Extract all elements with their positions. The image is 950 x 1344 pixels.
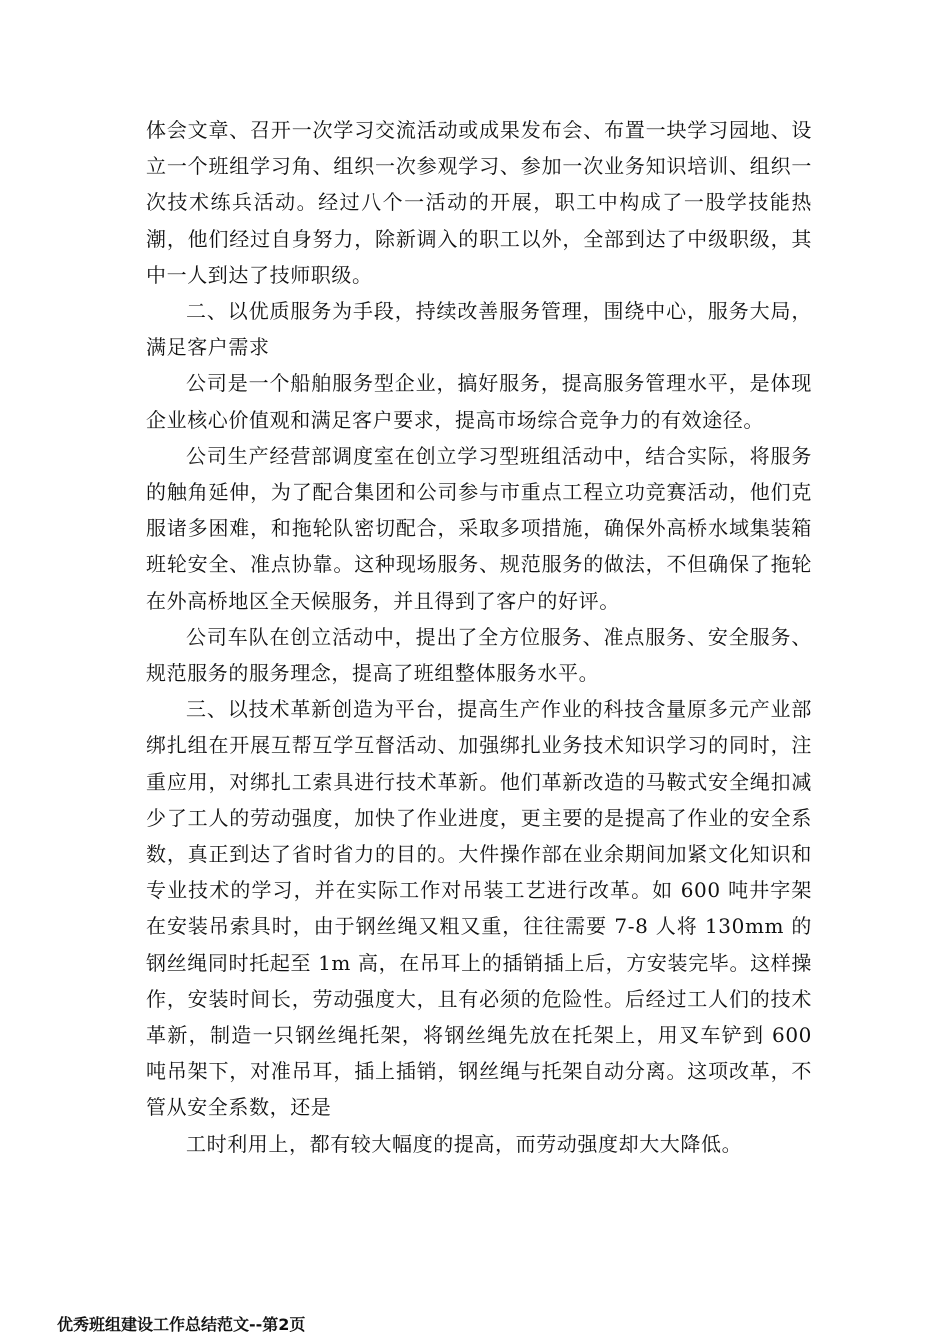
paragraph-1: 体会文章、召开一次学习交流活动或成果发布会、布置一块学习园地、设立一个班组学习角、组织一次参观学习、参加一次业务知识培训、组织一次技术练兵活动。经过八个一活动的开展，职工中构成了一股学技能热潮，他们经过自身努力，除新调入的职工以外，全部到达了中级职级，其中一人到达了技师职级。 [146,118,812,287]
paragraph-4: 公司生产经营部调度室在创立学习型班组活动中，结合实际，将服务的触角延伸，为了配合集团和公司参与市重点工程立功竞赛活动，他们克服诸多困难，和拖轮队密切配合，采取多项措施，确保外高桥水域集装箱班轮安全、准点协靠。这种现场服务、规范服务的做法，不但确保了拖轮在外高桥地区全天候服务，并且得到了客户的好评。 [146,443,812,613]
document-body [146,112,812,1162]
paragraph-7: 工时利用上，都有较大幅度的提高，而劳动强度却大大降低。 [186,1131,743,1156]
section-heading-2: 二、以优质服务为手段，持续改善服务管理，围绕中心，服务大局，满足客户需求 [146,299,812,360]
section-paragraph-3: 三、以技术革新创造为平台，提高生产作业的科技含量原多元产业部绑扎组在开展互帮互学互督活动、加强绑扎业务技术知识学习的同时，注重应用，对绑扎工索具进行技术革新。他们革新改造的马鞍式安全绳扣减少了工人的劳动强度，加快了作业进度，更主要的是提高了作业的安全系数，真正到达了省时省力的目的。大件操作部在业余期间加紧文化知识和专业技术的学习，并在实际工作对吊装工艺进行改革。如 600 吨井字架在安装吊索具时，由于钢丝绳又粗又重，往往需要 7-8 人将 130mm 的钢丝绳同时托起至 1m 高，在吊耳上的插销插上后，方安装完毕。这样操作，安装时间长，劳动强度大，且有必须的危险性。后经过工人们的技术革新，制造一只钢丝绳托架，将钢丝绳先放在托架上，用叉车铲到 600 吨吊架下，对准吊耳，插上插销，钢丝绳与托架自动分离。这项改革，不管从安全系数，还是 [146,697,812,1120]
paragraph-5: 公司车队在创立活动中，提出了全方位服务、准点服务、安全服务、规范服务的服务理念，提高了班组整体服务水平。 [146,624,812,686]
paragraph-3: 公司是一个船舶服务型企业，搞好服务，提高服务管理水平，是体现企业核心价值观和满足客户要求，提高市场综合竞争力的有效途径。 [146,371,812,432]
page-footer: 优秀班组建设工作总结范文--第2页 [57,1315,306,1334]
